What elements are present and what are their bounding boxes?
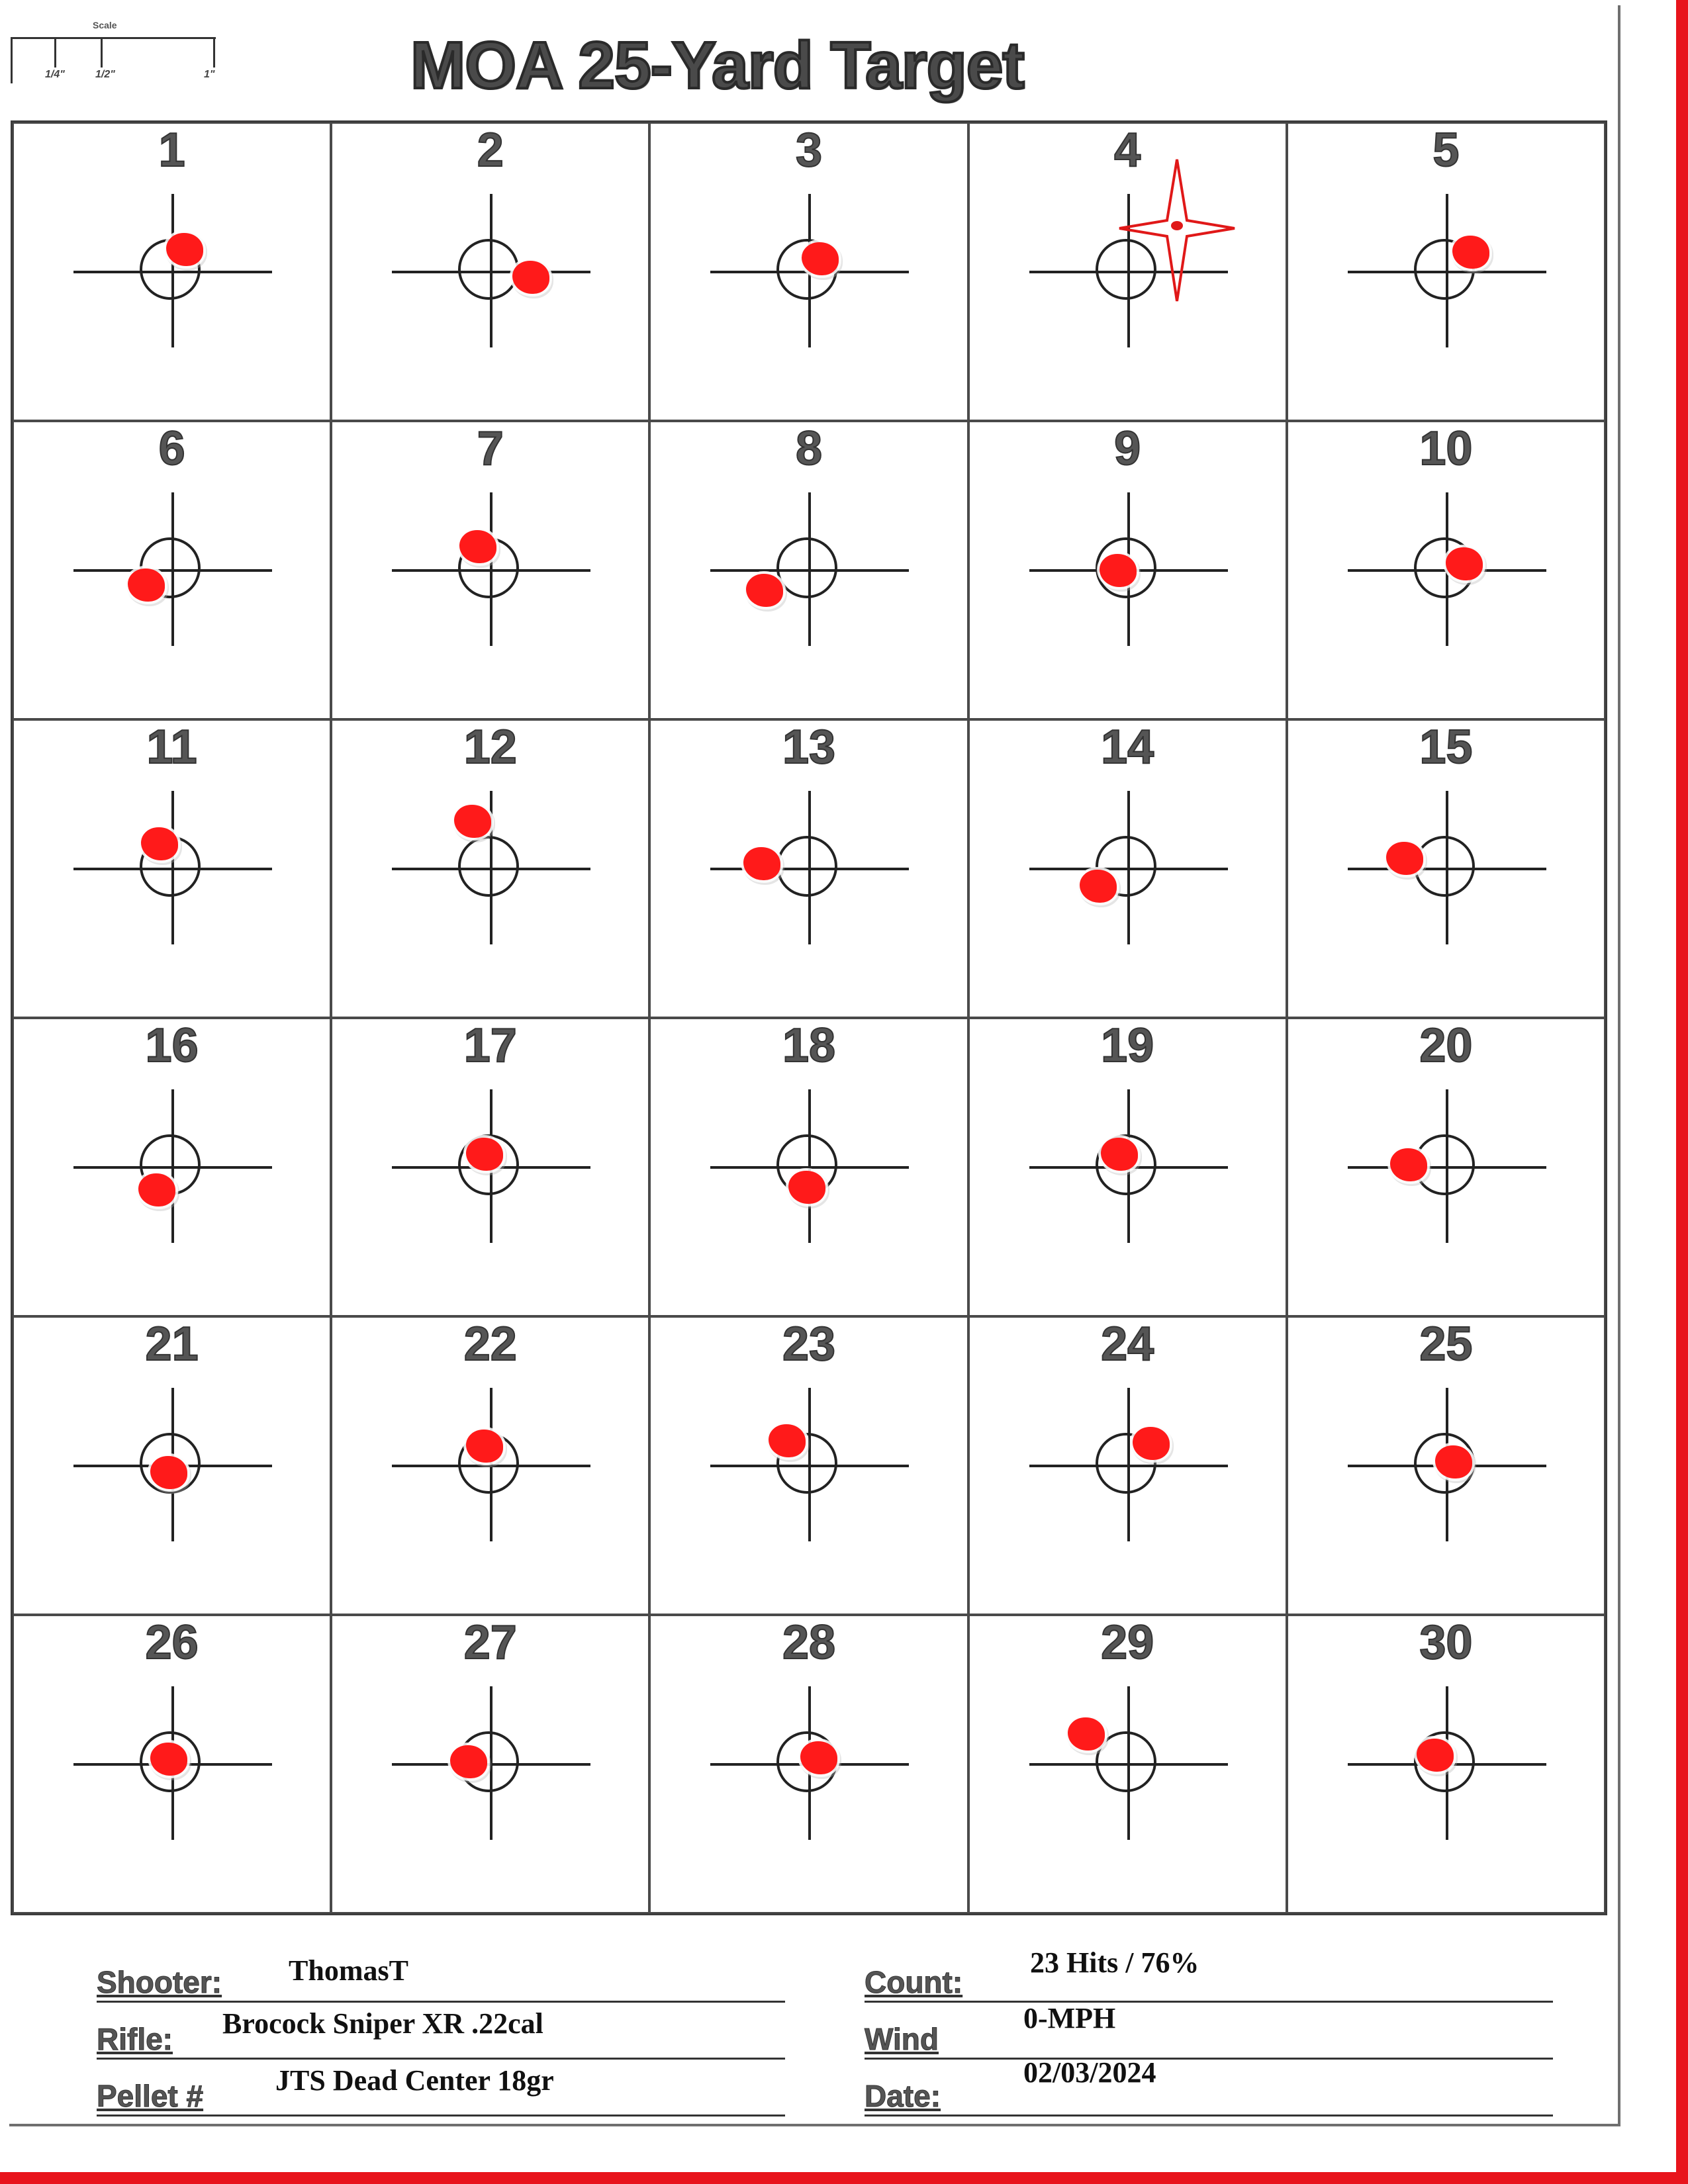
target-number: 10 bbox=[1419, 422, 1473, 475]
target-cell bbox=[13, 1316, 331, 1615]
rifle-value: Brocock Sniper XR .22cal bbox=[222, 2007, 543, 2040]
target-cell bbox=[331, 1615, 649, 1913]
target-number: 16 bbox=[145, 1019, 199, 1072]
target-number: 5 bbox=[1432, 124, 1460, 177]
pellet-hit bbox=[1417, 1739, 1454, 1772]
pellet-label: Pellet # bbox=[97, 2079, 204, 2113]
scale-tick-one: 1" bbox=[204, 69, 215, 80]
pellet-hit bbox=[454, 805, 491, 838]
footer-info bbox=[11, 1939, 1619, 2131]
pellet-hit bbox=[466, 1430, 503, 1463]
scale-tick-quarter: 1/4" bbox=[45, 69, 65, 80]
pellet-hit bbox=[150, 1743, 187, 1776]
pellet-hit bbox=[788, 1171, 825, 1204]
pellet-hit bbox=[1446, 547, 1483, 580]
date-label: Date: bbox=[865, 2079, 941, 2113]
target-number: 24 bbox=[1101, 1318, 1154, 1371]
target-cell bbox=[968, 1615, 1287, 1913]
pellet-hit bbox=[746, 574, 783, 607]
target-cell bbox=[1287, 1316, 1605, 1615]
pellet-hit bbox=[1080, 870, 1117, 903]
target-cell bbox=[13, 122, 331, 421]
page-title: MOA 25-Yard Target bbox=[410, 28, 1024, 103]
aim-ring bbox=[776, 836, 837, 897]
target-number: 23 bbox=[782, 1318, 836, 1371]
shooter-value: ThomasT bbox=[289, 1954, 408, 1987]
pellet-hit bbox=[1435, 1445, 1472, 1479]
target-number: 27 bbox=[463, 1616, 517, 1669]
target-number: 20 bbox=[1419, 1019, 1473, 1072]
target-cell bbox=[1287, 719, 1605, 1018]
wind-row bbox=[865, 2002, 1553, 2060]
target-number: 25 bbox=[1419, 1318, 1473, 1371]
scale-label: Scale bbox=[93, 20, 117, 30]
target-number: 15 bbox=[1419, 721, 1473, 774]
target-grid bbox=[11, 120, 1607, 1915]
target-cell bbox=[968, 719, 1287, 1018]
target-cell bbox=[13, 421, 331, 719]
target-cell bbox=[13, 719, 331, 1018]
pellet-hit bbox=[141, 827, 178, 860]
target-cell bbox=[968, 122, 1287, 421]
target-number: 17 bbox=[463, 1019, 517, 1072]
red-border-right bbox=[1676, 0, 1688, 2184]
target-cell bbox=[1287, 1018, 1605, 1316]
target-number: 1 bbox=[158, 124, 185, 177]
pellet-hit bbox=[459, 530, 496, 563]
pellet-hit bbox=[128, 569, 165, 602]
pellet-hit bbox=[1068, 1717, 1105, 1751]
target-cell bbox=[13, 1615, 331, 1913]
scale-legend bbox=[11, 20, 222, 86]
rifle-label: Rifle: bbox=[97, 2022, 173, 2056]
pellet-hit bbox=[512, 261, 549, 294]
count-row bbox=[865, 1946, 1553, 2003]
target-cell bbox=[649, 719, 968, 1018]
target-cell bbox=[649, 1615, 968, 1913]
target-number: 6 bbox=[158, 422, 185, 475]
target-number: 7 bbox=[477, 422, 504, 475]
aim-ring bbox=[458, 239, 519, 300]
target-cell bbox=[649, 1018, 968, 1316]
aim-ring bbox=[1096, 1731, 1156, 1792]
target-cell bbox=[649, 122, 968, 421]
target-number: 28 bbox=[782, 1616, 836, 1669]
target-cell bbox=[331, 122, 649, 421]
date-value: 02/03/2024 bbox=[1023, 2056, 1156, 2089]
target-cell bbox=[649, 421, 968, 719]
target-number: 13 bbox=[782, 721, 836, 774]
target-cell bbox=[968, 1018, 1287, 1316]
target-number: 21 bbox=[145, 1318, 199, 1371]
pellet-hit bbox=[166, 233, 203, 266]
shooter-label: Shooter: bbox=[97, 1965, 222, 1999]
red-border-bottom bbox=[0, 2172, 1688, 2184]
rifle-row bbox=[97, 2007, 785, 2060]
pellet-hit bbox=[1386, 842, 1423, 875]
target-number: 30 bbox=[1419, 1616, 1473, 1669]
target-number: 29 bbox=[1101, 1616, 1154, 1669]
target-cell bbox=[1287, 421, 1605, 719]
pellet-hit bbox=[1452, 236, 1489, 269]
aim-ring bbox=[458, 836, 519, 897]
target-number: 26 bbox=[145, 1616, 199, 1669]
aim-ring bbox=[776, 537, 837, 598]
target-number: 4 bbox=[1114, 124, 1141, 177]
target-cell bbox=[331, 421, 649, 719]
target-cell bbox=[331, 1018, 649, 1316]
pellet-value: JTS Dead Center 18gr bbox=[275, 2064, 554, 2097]
pellet-hit bbox=[769, 1424, 806, 1457]
target-cell bbox=[331, 1316, 649, 1615]
miss-star-icon bbox=[1114, 154, 1240, 306]
target-number: 9 bbox=[1114, 422, 1141, 475]
target-cell bbox=[968, 421, 1287, 719]
target-number: 19 bbox=[1101, 1019, 1154, 1072]
target-cell bbox=[13, 1018, 331, 1316]
pellet-hit bbox=[138, 1173, 175, 1206]
pellet-hit bbox=[150, 1456, 187, 1489]
target-cell bbox=[1287, 1615, 1605, 1913]
target-number: 3 bbox=[795, 124, 823, 177]
aim-ring bbox=[1414, 836, 1475, 897]
target-number: 12 bbox=[463, 721, 517, 774]
scale-tick-half: 1/2" bbox=[95, 69, 115, 80]
pellet-hit bbox=[1390, 1148, 1427, 1181]
pellet-hit bbox=[466, 1138, 503, 1171]
date-row bbox=[865, 2056, 1553, 2116]
target-number: 14 bbox=[1101, 721, 1154, 774]
target-cell bbox=[1287, 122, 1605, 421]
wind-value: 0-MPH bbox=[1023, 2002, 1116, 2034]
target-cell bbox=[968, 1316, 1287, 1615]
count-value: 23 Hits / 76% bbox=[1030, 1946, 1199, 1979]
pellet-hit bbox=[743, 847, 780, 880]
pellet-hit bbox=[802, 242, 839, 275]
target-number: 11 bbox=[146, 721, 197, 774]
target-number: 22 bbox=[463, 1318, 517, 1371]
count-label: Count: bbox=[865, 1965, 963, 1999]
pellet-hit bbox=[450, 1745, 487, 1778]
pellet-hit bbox=[800, 1741, 837, 1774]
target-number: 8 bbox=[795, 422, 823, 475]
target-number: 2 bbox=[477, 124, 504, 177]
shooter-row bbox=[97, 1950, 785, 2003]
pellet-row bbox=[97, 2064, 785, 2116]
target-number: 18 bbox=[782, 1019, 836, 1072]
target-cell bbox=[649, 1316, 968, 1615]
wind-label: Wind bbox=[865, 2022, 939, 2056]
target-cell bbox=[331, 719, 649, 1018]
